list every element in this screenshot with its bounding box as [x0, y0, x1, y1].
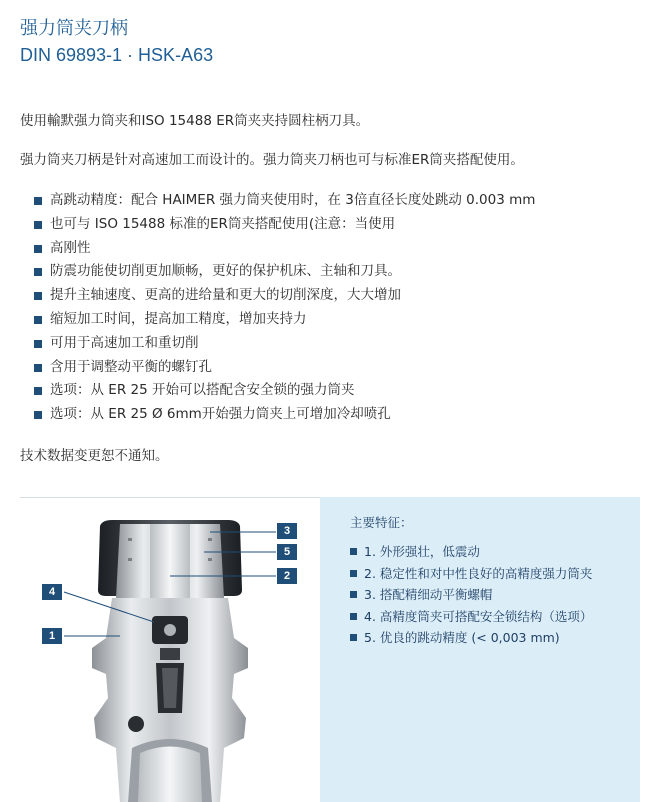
square-bullet-icon	[34, 292, 42, 300]
square-bullet-icon	[350, 613, 357, 620]
key-features-panel	[320, 497, 640, 802]
feature-item: 选项：从 ER 25 Ø 6mm开始强力筒夹上可增加冷却喷孔	[34, 403, 535, 427]
callout-label-2: 2	[277, 568, 297, 584]
tool-holder-illustration	[20, 497, 320, 802]
square-bullet-icon	[34, 197, 42, 205]
square-bullet-icon	[34, 387, 42, 395]
feature-item: 可用于高速加工和重切削	[34, 332, 535, 356]
feature-item: 选项：从 ER 25 开始可以搭配含安全锁的强力筒夹	[34, 379, 535, 403]
callout-label-1: 1	[42, 628, 62, 644]
panel-feature-item: 3. 搭配精细动平衡螺帽	[350, 584, 592, 606]
square-bullet-icon	[34, 411, 42, 419]
square-bullet-icon	[34, 245, 42, 253]
page-subtitle: DIN 69893-1 · HSK-A63	[20, 45, 214, 65]
feature-item: 高刚性	[34, 237, 535, 261]
page-title: 强力筒夹刀柄	[20, 18, 128, 39]
feature-list	[34, 189, 535, 427]
square-bullet-icon	[350, 591, 357, 598]
square-bullet-icon	[34, 221, 42, 229]
square-bullet-icon	[34, 268, 42, 276]
square-bullet-icon	[350, 548, 357, 555]
tool-holder-drawing	[20, 498, 320, 802]
feature-item: 防震功能使切削更加顺畅，更好的保护机床、主轴和刀具。	[34, 260, 535, 284]
panel-feature-item: 1. 外形强壮，低震动	[350, 541, 592, 563]
disclaimer-text: 技术数据变更恕不通知。	[20, 448, 169, 464]
square-bullet-icon	[350, 634, 357, 641]
feature-item: 也可与 ISO 15488 标准的ER筒夹搭配使用(注意：当使用	[34, 213, 535, 237]
panel-feature-item: 5. 优良的跳动精度 (< 0,003 mm)	[350, 627, 592, 649]
callout-label-4: 4	[42, 584, 62, 600]
panel-feature-item: 2. 稳定性和对中性良好的高精度强力筒夹	[350, 563, 592, 585]
panel-title: 主要特征：	[350, 515, 413, 530]
feature-item: 高跳动精度：配合 HAIMER 强力筒夹使用时，在 3倍直径长度处跳动 0.003 mm	[34, 189, 535, 213]
feature-item: 提升主轴速度、更高的进给量和更大的切削深度，大大增加	[34, 284, 535, 308]
intro-paragraph-1: 使用輸默强力筒夹和ISO 15488 ER筒夹夹持圆柱柄刀具。	[20, 113, 370, 129]
panel-feature-list	[350, 541, 592, 649]
page-header	[20, 16, 213, 68]
square-bullet-icon	[34, 316, 42, 324]
product-figure	[20, 497, 640, 802]
callout-label-3: 3	[277, 523, 297, 539]
callout-label-5: 5	[277, 544, 297, 560]
square-bullet-icon	[34, 340, 42, 348]
square-bullet-icon	[350, 570, 357, 577]
panel-feature-item: 4. 高精度筒夹可搭配安全锁结构（选项）	[350, 606, 592, 628]
feature-item: 含用于调整动平衡的螺钉孔	[34, 356, 535, 380]
feature-item: 缩短加工时间，提高加工精度，增加夹持力	[34, 308, 535, 332]
square-bullet-icon	[34, 364, 42, 372]
intro-paragraph-2: 强力筒夹刀柄是针对高速加工而设计的。强力筒夹刀柄也可与标准ER筒夹搭配使用。	[20, 152, 524, 168]
